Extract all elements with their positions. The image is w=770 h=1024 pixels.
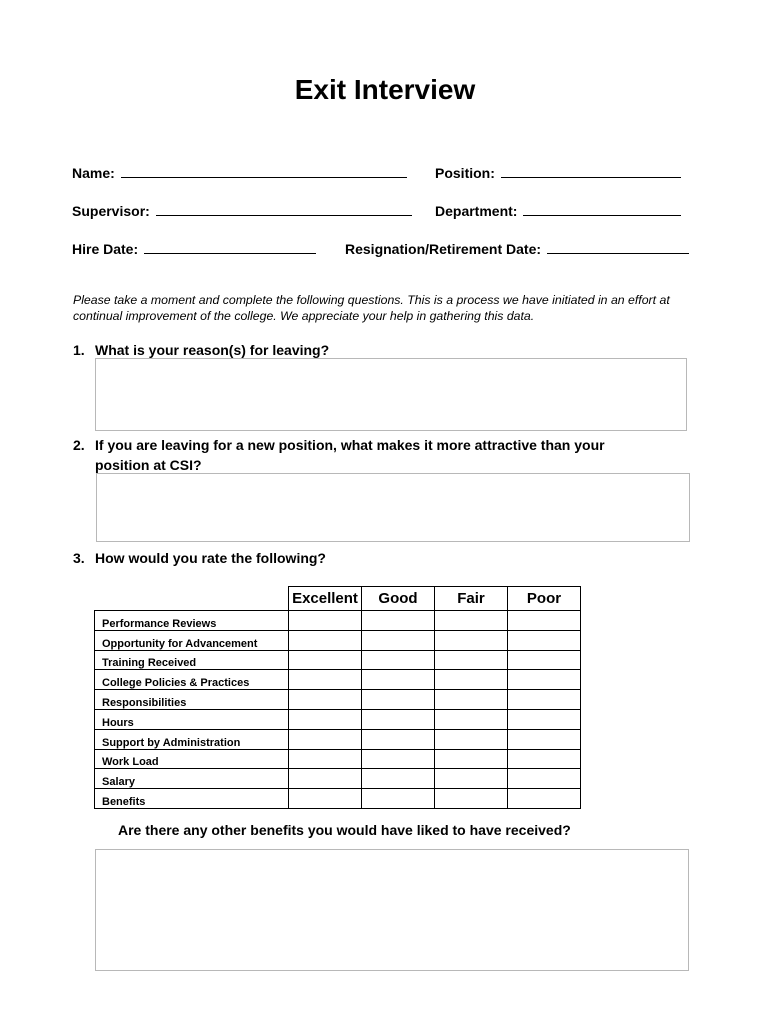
other-benefits-question: Are there any other benefits you would have liked to have received? bbox=[118, 822, 571, 838]
question-2-number: 2. bbox=[73, 437, 85, 453]
table-row bbox=[95, 789, 581, 809]
rating-cell-good[interactable] bbox=[362, 690, 435, 710]
rating-cell-excellent[interactable] bbox=[289, 729, 362, 749]
table-row bbox=[95, 769, 581, 789]
other-benefits-answer-box[interactable] bbox=[95, 849, 689, 971]
rating-cell-excellent[interactable] bbox=[289, 709, 362, 729]
rating-cell-good[interactable] bbox=[362, 670, 435, 690]
rating-cell-good[interactable] bbox=[362, 769, 435, 789]
rating-cell-excellent[interactable] bbox=[289, 611, 362, 631]
rating-table bbox=[94, 586, 581, 809]
resignation-date-field bbox=[345, 240, 689, 257]
rating-cell-fair[interactable] bbox=[435, 789, 508, 809]
resignation-date-input[interactable] bbox=[547, 240, 689, 254]
department-input[interactable] bbox=[523, 202, 681, 216]
row-label: Training Received bbox=[95, 650, 289, 670]
rating-cell-fair[interactable] bbox=[435, 769, 508, 789]
rating-cell-good[interactable] bbox=[362, 630, 435, 650]
rating-cell-excellent[interactable] bbox=[289, 749, 362, 769]
rating-header-blank bbox=[95, 587, 289, 611]
supervisor-label: Supervisor: bbox=[72, 203, 150, 219]
row-label: Support by Administration bbox=[95, 729, 289, 749]
resignation-date-label: Resignation/Retirement Date: bbox=[345, 241, 542, 257]
hire-date-input[interactable] bbox=[144, 240, 316, 254]
rating-cell-poor[interactable] bbox=[508, 611, 581, 631]
rating-cell-excellent[interactable] bbox=[289, 630, 362, 650]
hire-date-field bbox=[72, 240, 316, 257]
reason-answer-box[interactable] bbox=[95, 358, 687, 431]
rating-cell-good[interactable] bbox=[362, 749, 435, 769]
question-1-number: 1. bbox=[73, 342, 85, 358]
rating-cell-excellent[interactable] bbox=[289, 789, 362, 809]
row-label: Benefits bbox=[95, 789, 289, 809]
table-row bbox=[95, 670, 581, 690]
column-poor: Poor bbox=[508, 587, 581, 611]
rating-cell-fair[interactable] bbox=[435, 630, 508, 650]
rating-header-row bbox=[95, 587, 581, 611]
rating-cell-fair[interactable] bbox=[435, 709, 508, 729]
column-fair: Fair bbox=[435, 587, 508, 611]
new-position-answer-box[interactable] bbox=[96, 473, 690, 542]
rating-cell-poor[interactable] bbox=[508, 630, 581, 650]
page-title: Exit Interview bbox=[294, 74, 476, 105]
position-input[interactable] bbox=[501, 164, 681, 178]
rating-cell-good[interactable] bbox=[362, 611, 435, 631]
position-label: Position: bbox=[435, 165, 495, 181]
position-field bbox=[435, 164, 681, 181]
table-row bbox=[95, 749, 581, 769]
rating-cell-poor[interactable] bbox=[508, 690, 581, 710]
column-good: Good bbox=[362, 587, 435, 611]
table-row bbox=[95, 630, 581, 650]
question-3-number: 3. bbox=[73, 550, 85, 566]
row-label: College Policies & Practices bbox=[95, 670, 289, 690]
row-label: Hours bbox=[95, 709, 289, 729]
rating-cell-excellent[interactable] bbox=[289, 650, 362, 670]
rating-cell-good[interactable] bbox=[362, 789, 435, 809]
table-row bbox=[95, 729, 581, 749]
rating-cell-fair[interactable] bbox=[435, 670, 508, 690]
rating-cell-poor[interactable] bbox=[508, 670, 581, 690]
rating-cell-good[interactable] bbox=[362, 729, 435, 749]
row-label: Opportunity for Advancement bbox=[95, 630, 289, 650]
rating-cell-excellent[interactable] bbox=[289, 690, 362, 710]
department-field bbox=[435, 202, 681, 219]
row-label: Responsibilities bbox=[95, 690, 289, 710]
table-row bbox=[95, 611, 581, 631]
rating-cell-poor[interactable] bbox=[508, 650, 581, 670]
rating-cell-fair[interactable] bbox=[435, 611, 508, 631]
table-row bbox=[95, 709, 581, 729]
rating-cell-poor[interactable] bbox=[508, 749, 581, 769]
row-label: Salary bbox=[95, 769, 289, 789]
rating-cell-fair[interactable] bbox=[435, 729, 508, 749]
rating-cell-poor[interactable] bbox=[508, 769, 581, 789]
row-label: Work Load bbox=[95, 749, 289, 769]
rating-cell-excellent[interactable] bbox=[289, 670, 362, 690]
rating-cell-good[interactable] bbox=[362, 709, 435, 729]
name-field bbox=[72, 164, 407, 181]
column-excellent: Excellent bbox=[289, 587, 362, 611]
rating-cell-poor[interactable] bbox=[508, 789, 581, 809]
name-label: Name: bbox=[72, 165, 115, 181]
question-3 bbox=[73, 548, 326, 568]
question-1-text: What is your reason(s) for leaving? bbox=[95, 342, 330, 358]
name-input[interactable] bbox=[121, 164, 407, 178]
rating-cell-poor[interactable] bbox=[508, 729, 581, 749]
question-3-text: How would you rate the following? bbox=[95, 550, 326, 566]
hire-date-label: Hire Date: bbox=[72, 241, 139, 257]
rating-cell-fair[interactable] bbox=[435, 690, 508, 710]
supervisor-field bbox=[72, 202, 412, 219]
department-label: Department: bbox=[435, 203, 518, 219]
rating-cell-fair[interactable] bbox=[435, 749, 508, 769]
row-label: Performance Reviews bbox=[95, 611, 289, 631]
question-1 bbox=[73, 340, 329, 360]
question-2-text: If you are leaving for a new position, what makes it more attractive than your position at CSI? bbox=[95, 437, 605, 473]
intro-text: Please take a moment and complete the following questions. This is a process we have initiated in an effort at continual improvement of the college. We appreciate your help in gathering this data. bbox=[73, 293, 670, 323]
rating-cell-fair[interactable] bbox=[435, 650, 508, 670]
rating-cell-good[interactable] bbox=[362, 650, 435, 670]
table-row bbox=[95, 690, 581, 710]
table-row bbox=[95, 650, 581, 670]
supervisor-input[interactable] bbox=[156, 202, 412, 216]
rating-cell-poor[interactable] bbox=[508, 709, 581, 729]
rating-cell-excellent[interactable] bbox=[289, 769, 362, 789]
question-2 bbox=[73, 435, 613, 475]
